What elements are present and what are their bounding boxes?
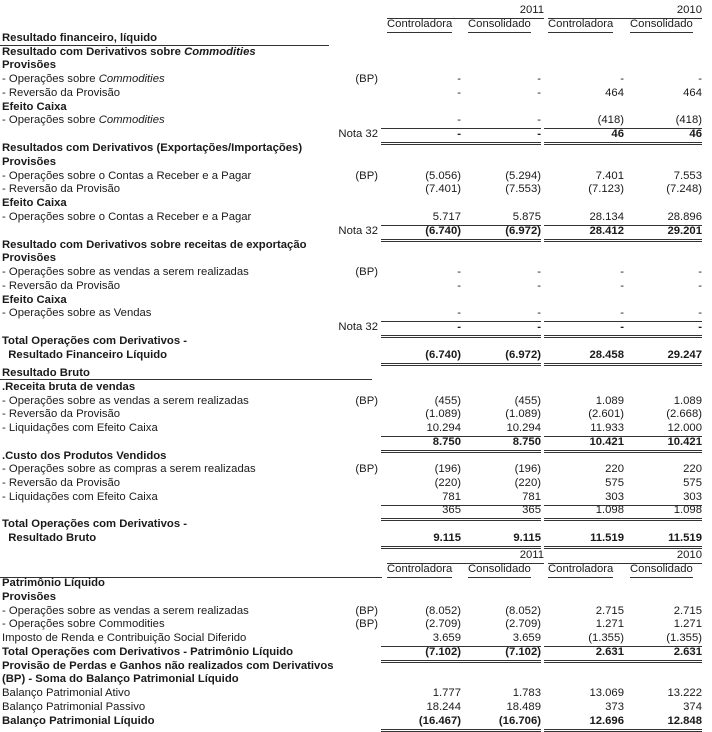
cell-value: 1.271 bbox=[595, 618, 624, 630]
cell-value: 10.294 bbox=[381, 422, 461, 437]
cell-value: - bbox=[461, 128, 541, 145]
cell-value: 303 bbox=[622, 491, 702, 506]
row-label: - Reversão da Provisão bbox=[2, 183, 121, 195]
row-label-text: - Operações sobre bbox=[2, 114, 99, 126]
cell-value: - bbox=[620, 73, 624, 85]
table-row bbox=[0, 591, 712, 605]
cell-value: (2.709) bbox=[505, 618, 541, 630]
row-label bbox=[2, 114, 165, 128]
cell-value: (418) bbox=[622, 114, 702, 129]
cell-value: 2.715 bbox=[673, 605, 702, 617]
cell-value: 781 bbox=[461, 491, 541, 506]
row-label: - Operações sobre as vendas a serem realizadas bbox=[2, 395, 249, 407]
table-row bbox=[0, 46, 712, 60]
table-row bbox=[0, 294, 712, 308]
cell-value: 18.244 bbox=[426, 701, 461, 713]
table-row bbox=[0, 32, 712, 46]
cell-value: 1.098 bbox=[622, 504, 702, 521]
cell-value: 220 bbox=[683, 463, 702, 475]
cell-value: - bbox=[620, 280, 624, 292]
cell-value: 2.715 bbox=[595, 605, 624, 617]
col-header-consolidado-2011-b: Consolidado bbox=[468, 563, 531, 578]
cell-value: 374 bbox=[683, 701, 702, 713]
table-row bbox=[0, 225, 712, 239]
row-label: Imposto de Renda e Contribuição Social Diferido bbox=[2, 632, 247, 644]
cell-value: 464 bbox=[683, 87, 702, 99]
section-title-patrimonio: Patrimônio Líquido bbox=[2, 577, 105, 589]
cell-value: - bbox=[457, 73, 461, 85]
row-label: - Operações sobre o Contas a Receber e a Pagar bbox=[2, 211, 252, 223]
col-header-controladora-2010: Controladora bbox=[548, 18, 613, 33]
row-label: Resultado Bruto bbox=[2, 532, 97, 544]
table-row bbox=[0, 170, 712, 184]
cell-value: 11.519 bbox=[544, 532, 624, 549]
cell-value: 7.553 bbox=[673, 170, 702, 182]
cell-value: 464 bbox=[605, 87, 624, 99]
cell-value: (5.294) bbox=[505, 170, 541, 182]
cell-value: (7.553) bbox=[505, 183, 541, 195]
row-label: Provisões bbox=[2, 156, 57, 168]
cell-value: 2.631 bbox=[622, 646, 702, 663]
table-row bbox=[0, 307, 712, 321]
table-row bbox=[0, 618, 712, 632]
cell-value: 365 bbox=[461, 504, 541, 521]
row-label: - Liquidações com Efeito Caixa bbox=[2, 491, 158, 503]
col-header-controladora-2011: Controladora bbox=[387, 18, 452, 33]
row-label-italic: Commodities bbox=[98, 73, 165, 85]
table-row bbox=[0, 321, 712, 335]
cell-value: - bbox=[381, 321, 461, 338]
row-note: (BP) bbox=[355, 73, 378, 85]
table-row bbox=[0, 463, 712, 477]
table-row bbox=[0, 477, 712, 491]
row-label: - Reversão da Provisão bbox=[2, 408, 121, 420]
cell-value: 11.519 bbox=[622, 532, 702, 549]
row-label: - Reversão da Provisão bbox=[2, 87, 121, 99]
row-label: Total Operações com Derivativos - bbox=[2, 335, 187, 347]
row-label: Total Operações com Derivativos - Patrimônio Líquido bbox=[2, 646, 294, 658]
cell-value: 28.896 bbox=[622, 211, 702, 226]
cell-value: (1.089) bbox=[425, 408, 461, 420]
cell-value bbox=[622, 335, 702, 336]
cell-value: (220) bbox=[514, 477, 541, 489]
row-note: Nota 32 bbox=[338, 128, 378, 140]
table-row bbox=[0, 211, 712, 225]
cell-value: (196) bbox=[514, 463, 541, 475]
row-label: Provisões bbox=[2, 591, 57, 603]
table-row bbox=[0, 280, 712, 294]
section-title-bruto: Resultado Bruto bbox=[2, 367, 90, 379]
table-row bbox=[0, 335, 712, 349]
table-row bbox=[0, 87, 712, 101]
row-label: Balanço Patrimonial Passivo bbox=[2, 701, 146, 713]
row-note: Nota 32 bbox=[338, 321, 378, 333]
cell-value: 9.115 bbox=[381, 532, 461, 549]
row-label: Balanço Patrimonial Líquido bbox=[2, 715, 155, 727]
table-row bbox=[0, 381, 712, 395]
cell-value: - bbox=[544, 307, 624, 322]
table-row bbox=[0, 422, 712, 436]
cell-value: - bbox=[698, 73, 702, 85]
table-row bbox=[0, 504, 712, 518]
table-row bbox=[0, 101, 712, 115]
cell-value: 13.222 bbox=[667, 687, 702, 699]
row-note: (BP) bbox=[355, 605, 378, 617]
cell-value: (2.601) bbox=[588, 408, 624, 420]
cell-value: - bbox=[544, 321, 624, 338]
row-label: Resultados com Derivativos (Exportações/Importações) bbox=[2, 142, 303, 154]
cell-value: 3.659 bbox=[381, 632, 461, 647]
row-label-italic: Commodities bbox=[184, 46, 256, 58]
cell-value: 12.848 bbox=[622, 715, 702, 732]
cell-value: - bbox=[620, 266, 624, 278]
year-2010-label-2: 2010 bbox=[548, 549, 702, 564]
cell-value: 2.631 bbox=[544, 646, 624, 663]
cell-value: (1.089) bbox=[505, 408, 541, 420]
table-row bbox=[0, 142, 712, 156]
row-label: .Receita bruta de vendas bbox=[2, 381, 136, 393]
table-row bbox=[0, 266, 712, 280]
cell-value: (8.052) bbox=[505, 605, 541, 617]
col-header-controladora-2011-b: Controladora bbox=[387, 563, 452, 578]
row-label: Total Operações com Derivativos - bbox=[2, 518, 187, 530]
row-label: Provisões bbox=[2, 252, 57, 264]
cell-value: (8.052) bbox=[425, 605, 461, 617]
row-note: (BP) bbox=[355, 618, 378, 630]
cell-value: 28.412 bbox=[544, 225, 624, 242]
cell-value: (455) bbox=[514, 395, 541, 407]
table-row bbox=[0, 632, 712, 646]
row-label: (BP) - Soma do Balanço Patrimonial Líquido bbox=[2, 673, 239, 685]
col-header-consolidado-2010-b: Consolidado bbox=[630, 563, 693, 578]
cell-value: - bbox=[698, 280, 702, 292]
cell-value: 1.783 bbox=[512, 687, 541, 699]
table-row bbox=[0, 114, 712, 128]
cell-value: 5.875 bbox=[461, 211, 541, 226]
cell-value bbox=[461, 335, 541, 336]
cell-value: 1.271 bbox=[673, 618, 702, 630]
row-label-text: - Operações sobre bbox=[2, 73, 99, 85]
table-row bbox=[0, 367, 712, 381]
cell-value: (7.102) bbox=[381, 646, 461, 663]
cell-value: - bbox=[457, 87, 461, 99]
cell-value: 29.247 bbox=[622, 349, 702, 366]
row-label: - Operações sobre Commodities bbox=[2, 618, 165, 630]
section-title-financeiro: Resultado financeiro, líquido bbox=[2, 32, 158, 44]
row-label: - Operações sobre as vendas a serem realizadas bbox=[2, 605, 249, 617]
row-note: (BP) bbox=[355, 266, 378, 278]
col-header-consolidado-2010: Consolidado bbox=[630, 18, 693, 33]
row-note: (BP) bbox=[355, 170, 378, 182]
row-label-text: Resultado com Derivativos sobre bbox=[2, 46, 185, 58]
year-2011-label: 2011 bbox=[387, 4, 544, 19]
cell-value: (220) bbox=[434, 477, 461, 489]
cell-value: 12.696 bbox=[544, 715, 624, 732]
cell-value: (16.467) bbox=[381, 715, 461, 732]
cell-value: 220 bbox=[605, 463, 624, 475]
row-label: - Operações sobre as Vendas bbox=[2, 307, 152, 319]
row-label bbox=[2, 46, 256, 60]
cell-value: 13.069 bbox=[589, 687, 624, 699]
col-header-controladora-2010-b: Controladora bbox=[548, 563, 613, 578]
table-row bbox=[0, 450, 712, 464]
cell-value: - bbox=[537, 73, 541, 85]
cell-value: 12.000 bbox=[622, 422, 702, 437]
cell-value: - bbox=[537, 280, 541, 292]
cell-value: - bbox=[622, 307, 702, 322]
cell-value: (6.972) bbox=[461, 349, 541, 366]
cell-value: (455) bbox=[434, 395, 461, 407]
cell-value: (7.123) bbox=[588, 183, 624, 195]
col-header-consolidado-2011: Consolidado bbox=[468, 18, 531, 33]
cell-value: (1.355) bbox=[622, 632, 702, 647]
cell-value: (1.355) bbox=[544, 632, 624, 647]
table-row bbox=[0, 673, 712, 687]
cell-value: 781 bbox=[381, 491, 461, 506]
cell-value: 8.750 bbox=[461, 436, 541, 453]
cell-value: (418) bbox=[544, 114, 624, 129]
cell-value: 9.115 bbox=[461, 532, 541, 549]
cell-value: - bbox=[461, 114, 541, 129]
table-row bbox=[0, 156, 712, 170]
cell-value: (2.668) bbox=[666, 408, 702, 420]
table-row bbox=[0, 532, 712, 546]
cell-value: - bbox=[537, 266, 541, 278]
cell-value: 28.458 bbox=[544, 349, 624, 366]
cell-value: 1.089 bbox=[673, 395, 702, 407]
row-label: Provisões bbox=[2, 59, 57, 71]
table-row bbox=[0, 577, 712, 591]
row-label-italic: Commodities bbox=[98, 114, 165, 126]
cell-value: 18.489 bbox=[506, 701, 541, 713]
table-row bbox=[0, 660, 712, 674]
year-2010-label: 2010 bbox=[548, 4, 702, 19]
cell-value: 1.089 bbox=[595, 395, 624, 407]
table-row bbox=[0, 518, 712, 532]
cell-value: 575 bbox=[683, 477, 702, 489]
row-note: Nota 32 bbox=[338, 225, 378, 237]
cell-value: - bbox=[537, 87, 541, 99]
cell-value: 10.294 bbox=[461, 422, 541, 437]
cell-value: 46 bbox=[544, 128, 624, 145]
cell-value: - bbox=[698, 266, 702, 278]
cell-value: 11.933 bbox=[544, 422, 624, 437]
table-row bbox=[0, 715, 712, 729]
cell-value: (6.740) bbox=[381, 225, 461, 242]
cell-value: 5.717 bbox=[381, 211, 461, 226]
cell-value: - bbox=[457, 280, 461, 292]
row-note: (BP) bbox=[355, 463, 378, 475]
cell-value: 7.401 bbox=[595, 170, 624, 182]
cell-value: (6.740) bbox=[381, 349, 461, 366]
table-row bbox=[0, 436, 712, 450]
cell-value: 1.777 bbox=[432, 687, 461, 699]
row-label: - Operações sobre o Contas a Receber e a Pagar bbox=[2, 170, 252, 182]
cell-value: - bbox=[381, 128, 461, 145]
row-label: .Custo dos Produtos Vendidos bbox=[2, 450, 167, 462]
table-row bbox=[0, 252, 712, 266]
cell-value: 46 bbox=[622, 128, 702, 145]
cell-value: - bbox=[461, 307, 541, 322]
table-row bbox=[0, 395, 712, 409]
cell-value: - bbox=[381, 307, 461, 322]
cell-value: (7.401) bbox=[425, 183, 461, 195]
cell-value: (2.709) bbox=[425, 618, 461, 630]
table-row bbox=[0, 491, 712, 505]
row-label: - Reversão da Provisão bbox=[2, 477, 121, 489]
cell-value: (5.056) bbox=[425, 170, 461, 182]
row-label: Resultado com Derivativos sobre receitas de exportação bbox=[2, 239, 307, 251]
cell-value: 10.421 bbox=[622, 436, 702, 453]
cell-value: 373 bbox=[605, 701, 624, 713]
row-label: - Liquidações com Efeito Caixa bbox=[2, 422, 158, 434]
row-label: Efeito Caixa bbox=[2, 197, 67, 209]
table-row bbox=[0, 605, 712, 619]
cell-value: 8.750 bbox=[381, 436, 461, 453]
cell-value: (16.706) bbox=[461, 715, 541, 732]
table-row bbox=[0, 687, 712, 701]
row-label bbox=[2, 73, 165, 87]
row-label: Balanço Patrimonial Ativo bbox=[2, 687, 131, 699]
cell-value: 365 bbox=[381, 504, 461, 521]
table-row bbox=[0, 128, 712, 142]
table-row bbox=[0, 59, 712, 73]
cell-value: - bbox=[457, 266, 461, 278]
cell-value: 3.659 bbox=[461, 632, 541, 647]
cell-value: 575 bbox=[605, 477, 624, 489]
cell-value: - bbox=[381, 114, 461, 129]
table-row bbox=[0, 73, 712, 87]
row-label: - Operações sobre as compras a serem realizadas bbox=[2, 463, 256, 475]
row-label: - Reversão da Provisão bbox=[2, 280, 121, 292]
row-label: - Operações sobre as vendas a serem realizadas bbox=[2, 266, 249, 278]
cell-value bbox=[381, 335, 461, 336]
cell-value: 1.098 bbox=[544, 504, 624, 521]
table-row bbox=[0, 239, 712, 253]
row-label: Resultado Financeiro Líquido bbox=[2, 349, 168, 361]
row-label: Efeito Caixa bbox=[2, 101, 67, 113]
cell-value: (196) bbox=[434, 463, 461, 475]
cell-value: 29.201 bbox=[622, 225, 702, 242]
cell-value: - bbox=[461, 321, 541, 338]
cell-value bbox=[544, 335, 624, 336]
cell-value: (7.248) bbox=[666, 183, 702, 195]
row-label: Efeito Caixa bbox=[2, 294, 67, 306]
table-row bbox=[0, 408, 712, 422]
table-row bbox=[0, 183, 712, 197]
row-label: Provisão de Perdas e Ganhos não realizados com Derivativos bbox=[2, 660, 334, 672]
cell-value: 10.421 bbox=[544, 436, 624, 453]
cell-value: (6.972) bbox=[461, 225, 541, 242]
cell-value: (7.102) bbox=[461, 646, 541, 663]
cell-value: 303 bbox=[544, 491, 624, 506]
table-row bbox=[0, 197, 712, 211]
row-note: (BP) bbox=[355, 395, 378, 407]
cell-value: - bbox=[622, 321, 702, 338]
table-row bbox=[0, 701, 712, 715]
year-2011-label-2: 2011 bbox=[387, 549, 544, 564]
table-row bbox=[0, 349, 712, 363]
cell-value: 28.134 bbox=[544, 211, 624, 226]
table-row bbox=[0, 646, 712, 660]
